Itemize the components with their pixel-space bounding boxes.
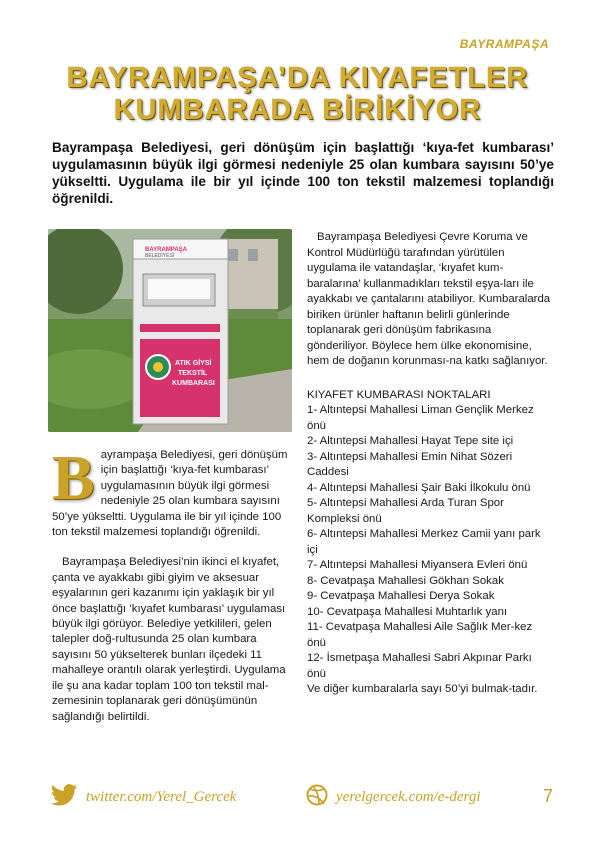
list-item: 10- Cevatpaşa Mahallesi Muhtarlık yanı [307,605,508,618]
list-item: 7- Altıntepsi Mahallesi Miyansera Evleri önü [307,559,528,571]
left-paragraph-1 [52,442,290,540]
title-line-2: KUMBARADA BİRİKİYOR [113,94,482,126]
locations-list [307,403,551,682]
photo-sign-1: ATIK GİYSİ [175,360,212,367]
dribbble-globe-icon [306,784,328,811]
list-item: 1- Altıntepsi Mahallesi Liman Gençlik Merkez önü [307,404,534,432]
photo-sign-3: KUMBARASI [172,380,215,387]
website-url: yerelgercek.com/e-dergi [336,789,481,805]
list-item: 12- İsmetpaşa Mahallesi Sabri Akpınar Parkı önü [307,652,532,680]
title-line-1: BAYRAMPAŞA’DA KIYAFETLER [66,62,529,94]
list-item: 9- Cevatpaşa Mahallesi Derya Sokak [307,590,495,602]
twitter-icon [50,784,78,811]
photo-brand: BAYRAMPAŞA [145,247,188,253]
locations-title: KIYAFET KUMBARASI NOKTALARI [307,388,491,401]
list-item: 3- Altıntepsi Mahallesi Emin Nihat Sözeri Caddesi [307,450,513,478]
list-item: 4- Altıntepsi Mahallesi Şair Baki İlkokulu önü [307,481,531,494]
list-item: 11- Cevatpaşa Mahallesi Aile Sağlık Mer-kez önü [307,621,533,649]
lead-paragraph: Bayrampaşa Belediyesi, geri dönüşüm için başlattığı ‘kıya-fet kumbarası’ uygulamasının büyük ilgi görmesi nedeniyle 25 olan kumbara sayısını 50’ye yükseltti. Uygulama ile bir yıl içinde 100 ton tekstil malzemesi toplandığı öğrenildi. [52,140,554,206]
list-item: 8- Cevatpaşa Mahallesi Gökhan Sokak [307,574,504,587]
section-tag: BAYRAMPAŞA [459,37,549,51]
right-paragraph-1: Bayrampaşa Belediyesi Çevre Koruma ve Kontrol Müdürlüğü tarafından yürütülen uygulama ile vatandaşlar, ‘kıyafet kum-baralarına’ kullanmadıkları tekstil eşya-ları ile ayakkabı ve çantalarını atabiliyor. Kumbaralarda biriken ürünler haftanın belirli günlerinde toplanarak geri dönüşüm fabrikasına gönderiliyor. Böylece hem ülke ekonomisine, hem de doğanın korunması-na katkı sağlanıyor. [307,231,551,367]
photo-brand-sub: BELEDİYESİ [145,253,175,259]
list-item: 6- Altıntepsi Mahallesi Merkez Camii yanı park içi [307,528,541,556]
page-title [40,62,555,126]
textile-bin-photo [48,229,292,432]
twitter-handle: twitter.com/Yerel_Gercek [86,789,237,805]
list-item: 2- Altıntepsi Mahallesi Hayat Tepe site içi [307,435,514,447]
website-link[interactable] [306,784,481,811]
closing-text: Ve diğer kumbaralarla sayı 50’yi bulmak-tadır. [307,683,538,695]
left-paragraph-2: Bayrampaşa Belediyesi’nin ikinci el kıyafet, çanta ve ayakkabı gibi giyim ve aksesuar eşyalarının geri kazanımı için yaklaşık bir yıl önce başlattığı ‘kıyafet kumbarası’ uygulaması büyük ilgi görüyor. Belediye yetkilileri, gelen talepler doğ-rultusunda 25 olan kumbara sayısını 50 yükselterek bunları ilçedeki 11 mahalleye orantılı olarak yerleştirdi. Uygulama ile şu ana kadar toplam 100 ton tekstil mal-zemesinin toplanarak geri dönüşümünün sağlandığı belirtildi. [52,556,286,723]
page-number: 7 [542,786,553,806]
dropcap: B [52,442,95,513]
left-column [52,442,290,740]
photo-sign-2: TEKSTİL [178,370,208,377]
list-item: 5- Altıntepsi Mahallesi Arda Turan Spor Kompleksi önü [307,497,504,525]
twitter-link[interactable] [50,784,236,811]
left-paragraph-1-text: ayrampaşa Belediyesi, geri dönüşüm için başlattığı ‘kıya-fet kumbarası’ uygulamasının büyük ilgi görmesi nedeniyle 25 olan kumbara sayısını 50’ye yükseltti. Uygulama ile bir yıl içinde 100 ton tekstil malzemesi toplandığı öğrenildi. [52,449,288,539]
right-column [307,230,551,698]
